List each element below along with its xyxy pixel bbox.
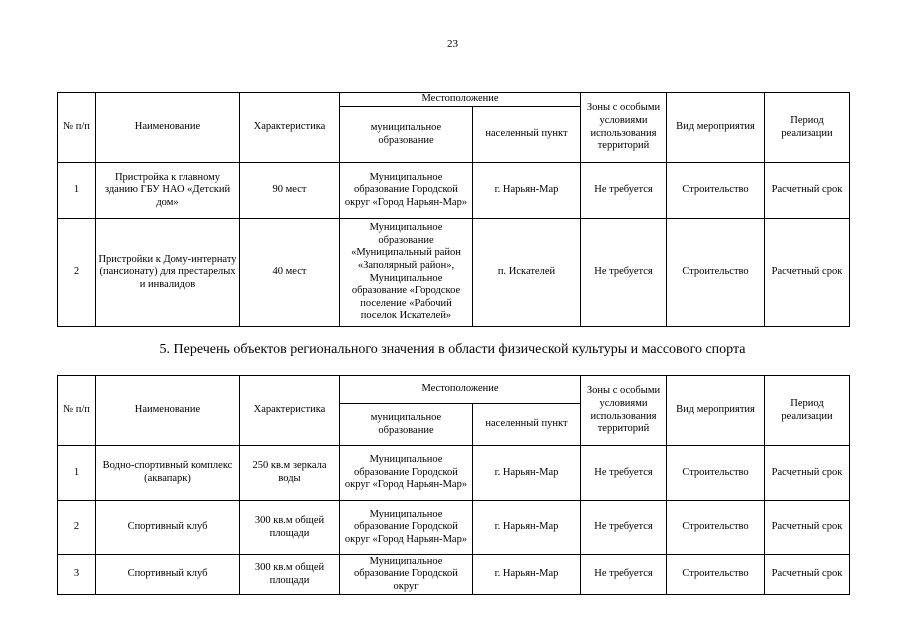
header-settlement: населенный пункт — [473, 107, 581, 163]
header-activity: Вид мероприятия — [667, 376, 765, 446]
cell-num: 2 — [58, 219, 96, 327]
cell-zones: Не требуется — [581, 501, 667, 555]
header-period: Период реализации — [765, 376, 850, 446]
header-location: Местоположение — [340, 376, 581, 404]
page-number: 23 — [447, 38, 458, 50]
cell-activity: Строительство — [667, 219, 765, 327]
cell-settlement: г. Нарьян-Мар — [473, 163, 581, 219]
cell-zones: Не требуется — [581, 555, 667, 595]
table-row — [58, 219, 850, 327]
header-name: Наименование — [96, 376, 240, 446]
cell-num: 2 — [58, 501, 96, 555]
cell-num: 3 — [58, 555, 96, 595]
header-zones: Зоны с особыми условиями использования территорий — [581, 93, 667, 163]
cell-name: Водно-спортивный комплекс (аквапарк) — [96, 446, 240, 501]
cell-municipality: Муниципальное образование Городской округ «Город Нарьян-Мар» — [340, 446, 473, 501]
header-num: № п/п — [58, 376, 96, 446]
cell-settlement: г. Нарьян-Мар — [473, 501, 581, 555]
header-settlement: населенный пункт — [473, 404, 581, 446]
header-municipality: муниципальное образование — [340, 404, 473, 446]
social-objects-table — [57, 92, 850, 327]
section-heading: 5. Перечень объектов регионального значения в области физической культуры и массового спорта — [159, 342, 746, 357]
cell-period: Расчетный срок — [765, 501, 850, 555]
cell-name: Пристройки к Дому-интернату (пансионату) для престарелых и инвалидов — [96, 219, 240, 327]
cell-activity: Строительство — [667, 446, 765, 501]
cell-characteristic: 90 мест — [240, 163, 340, 219]
cell-period: Расчетный срок — [765, 219, 850, 327]
cell-period: Расчетный срок — [765, 446, 850, 501]
header-municipality: муниципальное образование — [340, 107, 473, 163]
cell-characteristic: 300 кв.м общей площади — [240, 501, 340, 555]
table-row — [58, 163, 850, 219]
header-period: Период реализации — [765, 93, 850, 163]
header-location: Местоположение — [340, 93, 581, 107]
cell-zones: Не требуется — [581, 163, 667, 219]
cell-municipality: Муниципальное образование Городской округ «Город Нарьян-Мар» — [340, 501, 473, 555]
cell-characteristic: 300 кв.м общей площади — [240, 555, 340, 595]
cell-period: Расчетный срок — [765, 555, 850, 595]
table-row — [58, 555, 850, 595]
cell-settlement: п. Искателей — [473, 219, 581, 327]
cell-settlement: г. Нарьян-Мар — [473, 446, 581, 501]
cell-activity: Строительство — [667, 163, 765, 219]
sports-objects-table — [57, 375, 850, 595]
cell-name: Пристройка к главному зданию ГБУ НАО «Детский дом» — [96, 163, 240, 219]
cell-zones: Не требуется — [581, 446, 667, 501]
header-characteristic: Характеристика — [240, 93, 340, 163]
cell-activity: Строительство — [667, 555, 765, 595]
table-row — [58, 501, 850, 555]
header-activity: Вид мероприятия — [667, 93, 765, 163]
cell-zones: Не требуется — [581, 219, 667, 327]
header-zones: Зоны с особыми условиями использования территорий — [581, 376, 667, 446]
cell-municipality: Муниципальное образование Городской округ «Город Нарьян-Мар» — [340, 163, 473, 219]
cell-settlement: г. Нарьян-Мар — [473, 555, 581, 595]
cell-period: Расчетный срок — [765, 163, 850, 219]
cell-name: Спортивный клуб — [96, 501, 240, 555]
cell-num: 1 — [58, 163, 96, 219]
cell-municipality: Муниципальное образование «Муниципальный район «Заполярный район», Муниципальное образование «Городское поселение «Рабочий поселок Искателей» — [340, 219, 473, 327]
cell-characteristic: 40 мест — [240, 219, 340, 327]
header-num: № п/п — [58, 93, 96, 163]
cell-num: 1 — [58, 446, 96, 501]
header-characteristic: Характеристика — [240, 376, 340, 446]
cell-characteristic: 250 кв.м зеркала воды — [240, 446, 340, 501]
cell-name: Спортивный клуб — [96, 555, 240, 595]
cell-activity: Строительство — [667, 501, 765, 555]
table-row — [58, 446, 850, 501]
cell-municipality: Муниципальное образование Городской округ — [340, 555, 473, 595]
header-name: Наименование — [96, 93, 240, 163]
